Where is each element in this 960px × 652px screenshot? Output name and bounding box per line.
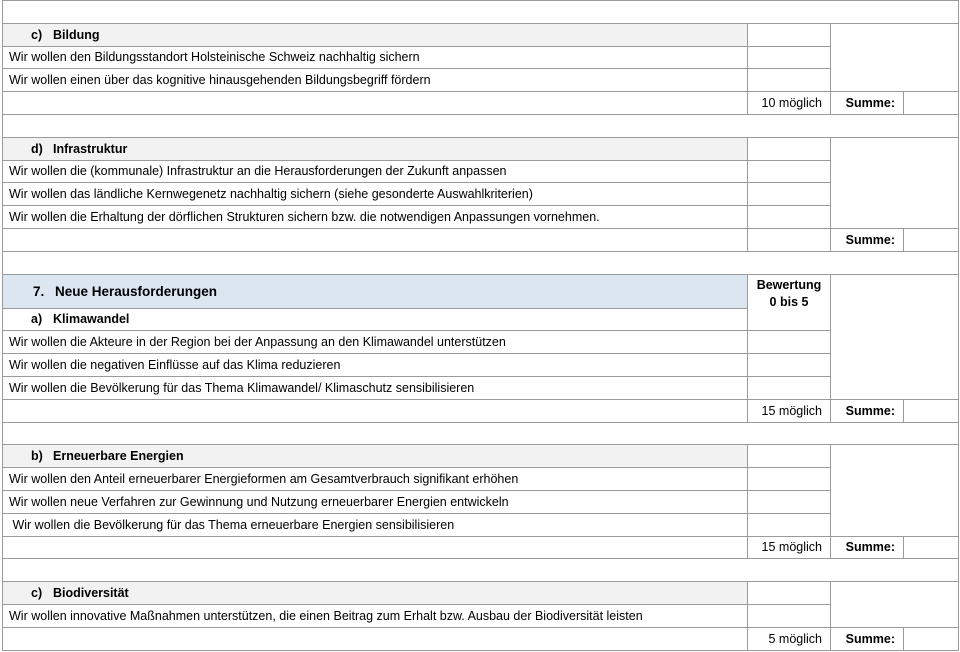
rating-cell[interactable] xyxy=(748,206,831,229)
rating-cell[interactable] xyxy=(748,69,831,92)
section-heading-bildung xyxy=(3,23,959,46)
section-heading-infrastruktur xyxy=(3,137,959,160)
criteria-text: Wir wollen neue Verfahren zur Gewinnung und Nutzung erneuerbarer Energien entwickeln xyxy=(3,490,748,513)
spacer-row xyxy=(3,114,959,137)
rating-cell[interactable] xyxy=(748,160,831,183)
sum-label: Summe: xyxy=(831,228,904,251)
spacer-row xyxy=(3,422,959,445)
rating-cell[interactable] xyxy=(748,376,831,399)
possible-points: 5 möglich xyxy=(748,627,831,650)
criteria-row xyxy=(3,354,959,377)
sum-row xyxy=(3,627,959,650)
possible-points: 15 möglich xyxy=(748,536,831,559)
main-section-heading xyxy=(3,274,959,308)
criteria-row xyxy=(3,604,959,627)
rating-cell[interactable] xyxy=(748,354,831,377)
spacer-row xyxy=(3,251,959,274)
sum-row xyxy=(3,399,959,422)
notes-cell xyxy=(831,274,959,399)
criteria-text: Wir wollen die Akteure in der Region bei der Anpassung an den Klimawandel unterstützen xyxy=(3,331,748,354)
criteria-text: Wir wollen die Bevölkerung für das Thema Klimawandel/ Klimaschutz sensibilisieren xyxy=(3,376,748,399)
rating-cell[interactable] xyxy=(748,468,831,491)
sum-row xyxy=(3,228,959,251)
sum-label: Summe: xyxy=(831,399,904,422)
section-heading: d) Infrastruktur xyxy=(3,137,748,160)
section-heading: c) Bildung xyxy=(3,23,748,46)
criteria-text: Wir wollen die Bevölkerung für das Thema erneuerbare Energien sensibilisieren xyxy=(3,513,748,536)
rating-cell[interactable] xyxy=(748,513,831,536)
section-heading: c) Biodiversität xyxy=(3,582,748,605)
criteria-text: Wir wollen den Anteil erneuerbarer Energieformen am Gesamtverbrauch signifikant erhöhen xyxy=(3,468,748,491)
notes-cell xyxy=(831,582,959,628)
criteria-text: Wir wollen einen über das kognitive hinausgehenden Bildungsbegriff fördern xyxy=(3,69,748,92)
sum-row xyxy=(3,536,959,559)
criteria-text: Wir wollen innovative Maßnahmen unterstützen, die einen Beitrag zum Erhalt bzw. Ausbau der Biodiversität leisten xyxy=(3,604,748,627)
criteria-row xyxy=(3,376,959,399)
criteria-text: Wir wollen die (kommunale) Infrastruktur an die Herausforderungen der Zukunft anpassen xyxy=(3,160,748,183)
sum-label: Summe: xyxy=(831,627,904,650)
sum-value-cell[interactable] xyxy=(904,228,959,251)
notes-cell xyxy=(831,137,959,228)
criteria-row xyxy=(3,183,959,206)
rating-cell[interactable] xyxy=(748,46,831,69)
criteria-row xyxy=(3,490,959,513)
spacer-row xyxy=(3,559,959,582)
evaluation-table xyxy=(2,0,959,651)
criteria-row xyxy=(3,69,959,92)
sum-label: Summe: xyxy=(831,536,904,559)
section-heading: b) Erneuerbare Energien xyxy=(3,445,748,468)
rating-cell[interactable] xyxy=(748,604,831,627)
rating-cell[interactable] xyxy=(748,137,831,160)
sum-value-cell[interactable] xyxy=(904,399,959,422)
spacer-row xyxy=(3,1,959,24)
criteria-row xyxy=(3,160,959,183)
criteria-text: Wir wollen den Bildungsstandort Holsteinische Schweiz nachhaltig sichern xyxy=(3,46,748,69)
criteria-row xyxy=(3,513,959,536)
possible-points: 10 möglich xyxy=(748,92,831,115)
rating-cell[interactable] xyxy=(748,183,831,206)
notes-cell xyxy=(831,23,959,91)
rating-cell[interactable] xyxy=(748,445,831,468)
possible-points: 15 möglich xyxy=(748,399,831,422)
notes-cell xyxy=(831,445,959,536)
rating-header: Bewertung 0 bis 5 xyxy=(748,274,831,331)
criteria-row xyxy=(3,206,959,229)
rating-cell[interactable] xyxy=(748,582,831,605)
main-section-title: 7. Neue Herausforderungen xyxy=(3,274,748,308)
sum-row xyxy=(3,92,959,115)
sum-value-cell[interactable] xyxy=(904,627,959,650)
criteria-row xyxy=(3,468,959,491)
criteria-text: Wir wollen die negativen Einflüsse auf das Klima reduzieren xyxy=(3,354,748,377)
criteria-row xyxy=(3,331,959,354)
rating-cell[interactable] xyxy=(748,490,831,513)
sum-value-cell[interactable] xyxy=(904,92,959,115)
section-heading-energien xyxy=(3,445,959,468)
rating-cell[interactable] xyxy=(748,23,831,46)
sum-label: Summe: xyxy=(831,92,904,115)
rating-cell[interactable] xyxy=(748,331,831,354)
section-heading: a) Klimawandel xyxy=(3,308,748,331)
criteria-text: Wir wollen das ländliche Kernwegenetz nachhaltig sichern (siehe gesonderte Auswahlkriterien) xyxy=(3,183,748,206)
criteria-text: Wir wollen die Erhaltung der dörflichen Strukturen sichern bzw. die notwendigen Anpassungen vornehmen. xyxy=(3,206,748,229)
section-heading-biodiversitaet xyxy=(3,582,959,605)
sum-value-cell[interactable] xyxy=(904,536,959,559)
criteria-row xyxy=(3,46,959,69)
